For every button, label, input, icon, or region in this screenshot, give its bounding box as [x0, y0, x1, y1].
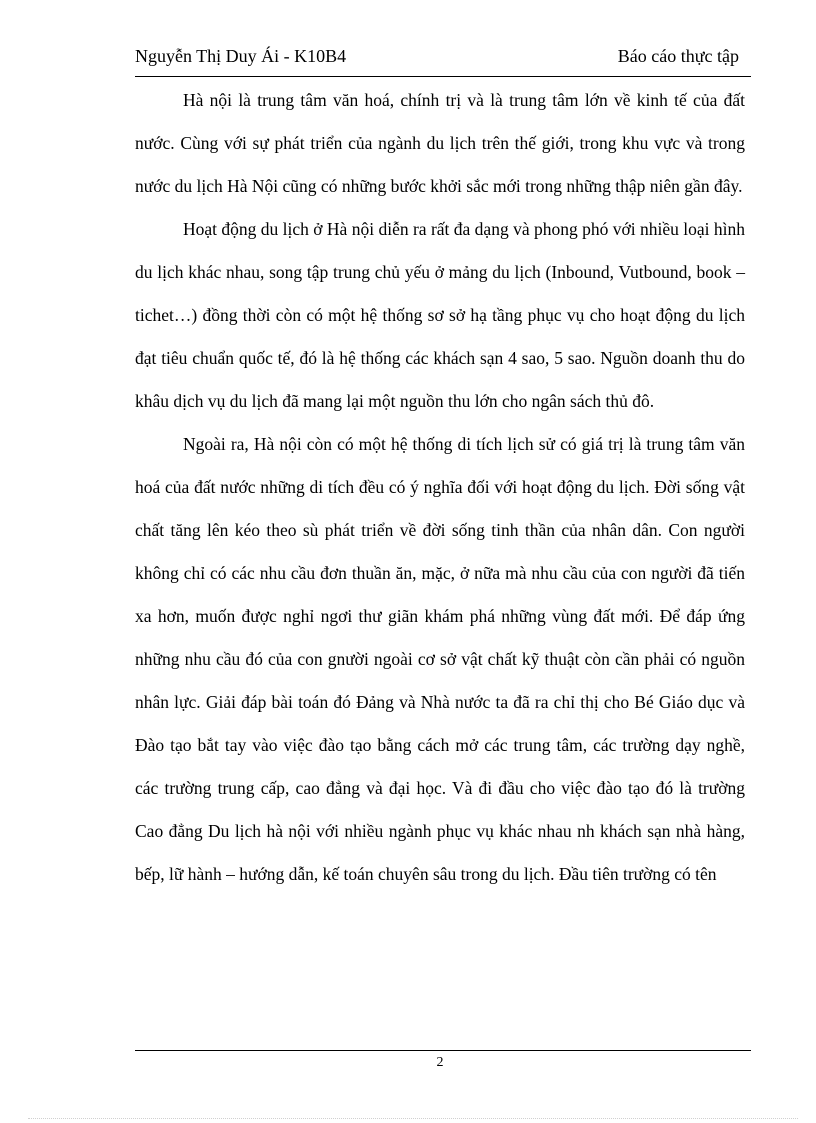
paragraph: Ngoài ra, Hà nội còn có một hệ thống di tích lịch sử có giá trị là trung tâm văn hoá của đất nước những di tích đều có ý nghĩa đối với hoạt động du lịch. Đời sống vật chất tăng lên kéo theo sù phát triển về đời sống tinh thần của nhân dân. Con người không chỉ có các nhu cầu đơn thuần ăn, mặc, ở nữa mà nhu cầu của con người đã tiến xa hơn, muốn được nghỉ ngơi thư giãn khám phá những vùng đất mới. Để đáp ứng những nhu cầu đó của con gnười ngoài cơ sở vật chất kỹ thuật còn cần phải có nguồn nhân lực. Giải đáp bài toán đó Đảng và Nhà nước ta đã ra chỉ thị cho Bé Giáo dục và Đào tạo bắt tay vào việc đào tạo bằng cách mở các trung tâm, các trường dạy nghề, các trường trung cấp, cao đẳng và đại học. Và đi đầu cho việc đào tạo đó là trường Cao đẳng Du lịch hà nội với nhiều ngành phục vụ khác nhau nh khách sạn nhà hàng, bếp, lữ hành – hướng dẫn, kế toán chuyên sâu trong du lịch. Đầu tiên trường có tên: [135, 434, 745, 884]
page-number: 2: [436, 1055, 444, 1070]
page-header: [135, 46, 751, 77]
document-body: [135, 79, 745, 896]
header-report-title: Báo cáo thực tập: [617, 46, 739, 66]
footer-divider: [135, 1050, 751, 1051]
paragraph: Hà nội là trung tâm văn hoá, chính trị và là trung tâm lớn về kinh tế của đất nước. Cùng với sự phát triển của ngành du lịch trên thế giới, trong khu vực và trong nước du lịch Hà Nội cũng có những bước khởi sắc mới trong những thập niên gần đây.: [135, 90, 745, 196]
header-author: Nguyễn Thị Duy Ái - K10B4: [135, 46, 347, 66]
paragraph: Hoạt động du lịch ở Hà nội diễn ra rất đa dạng và phong phó với nhiều loại hình du lịch khác nhau, song tập trung chủ yếu ở mảng du lịch (Inbound, Vutbound, book –tichet…) đồng thời còn có một hệ thống sơ sở hạ tầng phục vụ cho hoạt động du lịch đạt tiêu chuẩn quốc tế, đó là hệ thống các khách sạn 4 sao, 5 sao. Nguồn doanh thu do khâu dịch vụ du lịch đã mang lại một nguồn thu lớn cho ngân sách thủ đô.: [135, 219, 745, 411]
page-edge-divider: [28, 1118, 798, 1119]
